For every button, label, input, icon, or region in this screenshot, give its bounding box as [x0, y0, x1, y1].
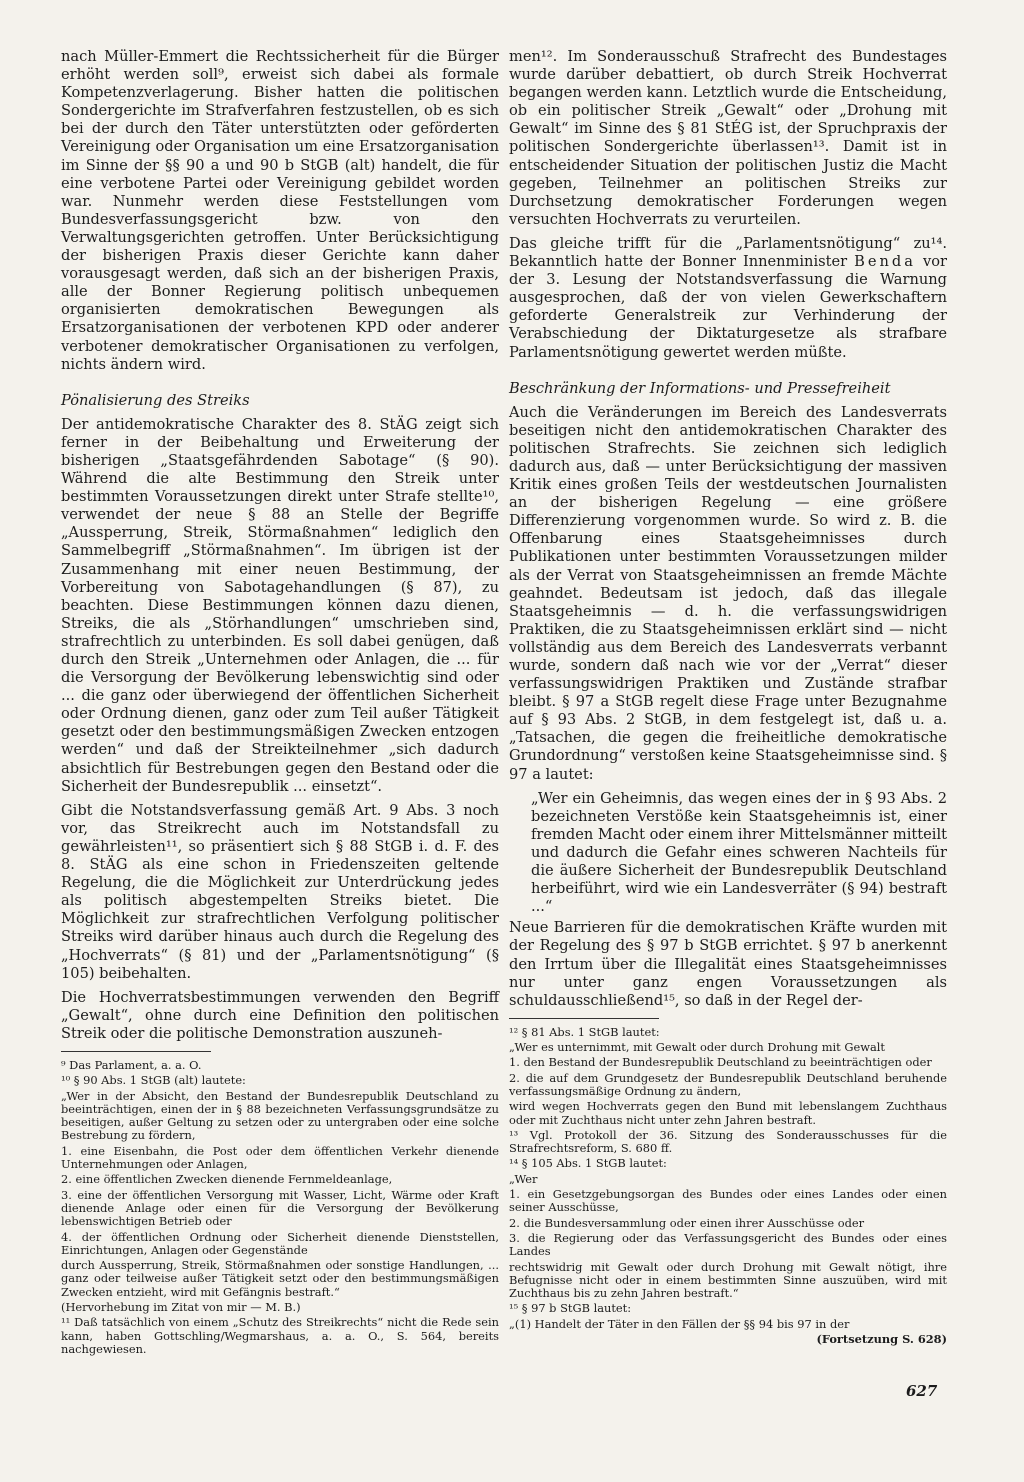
paragraph: [509, 235, 947, 362]
block-quote: „Wer ein Geheimnis, das wegen eines der in § 93 Abs. 2 bezeichneten Verstöße kein Staatsgeheimnis ist, einer fremden Macht oder einem ihrer Mittelsmänner mitteilt und dadurch die Gefahr eines schweren Nachteils für die äußere Sicherheit der Bundesrepublik Deutschland herbeiführt, wird wie ein Landesverräter (§ 94) bestraft ...“: [531, 789, 947, 916]
footnote: ⁹ Das Parlament, a. a. O.: [61, 1057, 202, 1072]
footnote: ¹⁵ § 97 b StGB lautet:: [509, 1301, 632, 1316]
footnote-divider: [61, 1051, 211, 1052]
footnote-text: 1. eine Eisenbahn, die Post oder dem öffentlichen Verkehr dienende Unternehmungen oder Anlagen,: [61, 1143, 499, 1172]
continuation-note: (Fortsetzung S. 628): [816, 1332, 947, 1347]
footnote-text: 1. ein Gesetzgebungsorgan des Bundes oder eines Landes oder einen seiner Ausschüsse,: [509, 1187, 947, 1215]
paragraph: nach Müller-Emmert die Rechtssicherheit für die Bürger erhöht werden soll⁹, erweist sich dabei als formale Kompetenzverlagerung. Bisher hatten die politischen Sondergerichte im Strafverfahren festzustellen, ob es sich bei der durch den Täter unterstützten oder geförderten Vereinigung oder Organisation um eine Ersatzorganisation im Sinne der §§ 90 a und 90 b StGB (alt) handelt, die für eine verbotene Partei oder Vereinigung gebildet worden war. Nunmehr werden diese Feststellungen vom Bundesverfassungsgericht bzw. von den Verwaltungsgerichten getroffen. Unter Berücksichtigung der bisherigen Praxis dieser Gerichte kann daher vorausgesagt werden, daß sich an der bisherigen Praxis, alle der Bonner Regierung politisch unbequemen organisierten demokratischen Bewegungen als Ersatzorganisationen der verbotenen KPD oder anderer verbotener demokratischer Organisationen zu verfolgen, nichts ändern wird.: [61, 48, 499, 373]
footnotes: [509, 1026, 947, 1347]
footnotes: [61, 1059, 499, 1356]
text-run: vor der 3. Lesung der Notstandsverfassung die Warnung ausgesprochen, daß der von vielen Gewerkschaftern geforderte Generalstreik zur Verhinderung der Verabschiedung der Diktaturgesetze als strafbare Parlamentsnötigung gewertet werden müßte.: [509, 253, 947, 361]
footnote-text: (Hervorhebung im Zitat von mir — M. B.): [61, 1300, 301, 1315]
left-column: [61, 48, 499, 1358]
paragraph: Auch die Veränderungen im Bereich des Landesverrats beseitigen nicht den antidemokratischen Charakter des politischen Strafrechts. Sie zeichnen sich lediglich dadurch aus, daß — unter Berücksichtigung der massiven Kritik eines großen Teils der westdeutschen Journalisten an der bisherigen Regelung — eine größere Differenzierung vorgenommen wurde. So wird z. B. die Offenbarung eines Staatsgeheimnisses durch Publikationen unter bestimmten Voraussetzungen milder als der Verrat von Staatsgeheimnissen an fremde Mächte geahndet. Bedeutsam ist jedoch, daß das illegale Staatsgeheimnis — d. h. die verfassungswidrigen Praktiken, die zu Staatsgeheimnissen erklärt sind — nicht vollständig aus dem Bereich des Landesverrats verbannt wurde, sondern daß nach wie vor der „Verrat“ dieser verfassungswidrigen Praktiken und Zustände strafbar bleibt. § 97 a StGB regelt diese Frage unter Bezugnahme auf § 93 Abs. 2 StGB, in dem festgelegt ist, daß u. a. „Tatsachen, die gegen die freiheitliche demokratische Grundordnung“ verstoßen keine Staatsgeheimnisse sind. § 97 a lautet:: [509, 403, 947, 783]
footnote-text: 3. eine der öffentlichen Versorgung mit Wasser, Licht, Wärme oder Kraft dienende Anlage oder einen für die Versorgung der Bevölkerung lebenswichtigen Betrieb oder: [61, 1187, 499, 1229]
footnote-text: 3. die Regierung oder das Verfassungsgericht des Bundes oder eines Landes: [509, 1230, 947, 1259]
text-run: Das gleiche trifft für die „Parlamentsnötigung“ zu¹⁴. Bekanntlich hatte der Bonner Innenminister: [509, 234, 947, 271]
footnote-text: 1. den Bestand der Bundesrepublik Deutschland zu beeinträchtigen oder: [509, 1055, 932, 1070]
footnote-text: „Wer: [509, 1171, 538, 1186]
footnote-text: wird wegen Hochverrats gegen den Bund mit lebenslangem Zuchthaus oder mit Zuchthaus nicht unter zehn Jahren bestraft.: [509, 1099, 947, 1127]
footnote-text: 2. die auf dem Grundgesetz der Bundesrepublik Deutschland beruhende verfassungsmäßige Ordnung zu ändern,: [509, 1070, 947, 1098]
footnote-text: „Wer in der Absicht, den Bestand der Bundesrepublik Deutschland zu beeinträchtigen, einen der in § 88 bezeichneten Verfassungsgrundsätze zu beseitigen, außer Geltung zu setzen oder zu untergraben oder eine solche Bestrebung zu fördern,: [61, 1088, 499, 1143]
footnote-text: „Wer es unternimmt, mit Gewalt oder durch Drohung mit Gewalt: [509, 1040, 885, 1055]
right-column: [509, 48, 947, 1346]
section-heading: Beschränkung der Informations- und Pressefreiheit: [509, 379, 891, 397]
page-number: 627: [906, 1382, 938, 1400]
footnote-text: durch Aussperrung, Streik, Störmaßnahmen oder sonstige Handlungen, ... ganz oder teilweise außer Tätigkeit setzt oder den bestimmungsmäßigen Zwecken entzieht, wird mit Gefängnis bestraft.“: [61, 1258, 499, 1299]
paragraph: men¹². Im Sonderausschuß Strafrecht des Bundestages wurde darüber debattiert, ob durch Streik Hochverrat begangen werden kann. Letztlich wurde die Entscheidung, ob ein politischer Streik „Gewalt“ oder „Drohung mit Gewalt“ im Sinne des § 81 StÉG ist, der Spruchpraxis der politischen Sondergerichte überlassen¹³. Damit ist in entscheidender Situation der politischen Justiz die Macht gegeben, Teilnehmer an politischen Streiks zur Durchsetzung demokratischer Forderungen wegen versuchten Hochverrats zu verurteilen.: [509, 48, 947, 228]
footnote: ¹² § 81 Abs. 1 StGB lautet:: [509, 1024, 660, 1039]
footnote-divider: [509, 1018, 659, 1019]
footnote: ¹³ Vgl. Protokoll der 36. Sitzung des Sonderausschusses für die Strafrechtsreform, S. 680 ff.: [509, 1127, 947, 1156]
footnote: ¹¹ Daß tatsächlich von einem „Schutz des Streikrechts“ nicht die Rede sein kann, haben Gottschling/Wegmarshaus, a. a. O., S. 564, bereits nachgewiesen.: [61, 1315, 499, 1356]
paragraph: Neue Barrieren für die demokratischen Kräfte wurden mit der Regelung des § 97 b StGB errichtet. § 97 b anerkennt den Irrtum über die Illegalität eines Staatsgeheimnisses nur unter ganz engen Voraussetzungen als schuldausschließend¹⁵, so daß in der Regel der-: [509, 919, 947, 1009]
section-heading: Pönalisierung des Streiks: [61, 391, 250, 409]
paragraph: Der antidemokratische Charakter des 8. StÄG zeigt sich ferner in der Beibehaltung und Erweiterung der bisherigen „Staatsgefährdenden Sabotage“ (§ 90). Während die alte Bestimmung den Streik unter bestimmten Voraussetzungen direkt unter Strafe stellte¹⁰, verwendet der neue § 88 an Stelle der Begriffe „Aussperrung, Streik, Störmaßnahmen“ lediglich den Sammelbegriff „Störmaßnahmen“. Im übrigen ist der Zusammenhang mit einer neuen Bestimmung, der Vorbereitung von Sabotagehandlungen (§ 87), zu beachten. Diese Bestimmungen können dazu dienen, Streiks, die als „Störhandlungen“ umschrieben sind, strafrechtlich zu unterbinden. Es soll dabei genügen, daß durch den Streik „Unternehmen oder Anlagen, die ... für die Versorgung der Bevölkerung lebenswichtig sind oder ... die ganz oder überwiegend der öffentlichen Sicherheit oder Ordnung dienen, ganz oder zum Teil außer Tätigkeit gesetzt oder den bestimmungsmäßigen Zwecken entzogen werden“ und daß der Streikteilnehmer „sich dadurch absichtlich für Bestrebungen gegen den Bestand oder die Sicherheit der Bundesrepublik ... einsetzt“.: [61, 415, 499, 795]
person-name: Benda: [854, 253, 916, 271]
footnote-text: „(1) Handelt der Täter in den Fällen der §§ 94 bis 97 in der: [509, 1316, 850, 1331]
footnote-text: 4. der öffentlichen Ordnung oder Sicherheit dienende Dienststellen, Einrichtungen, Anlagen oder Gegenstände: [61, 1229, 499, 1257]
footnote-text: 2. die Bundesversammlung oder einen ihrer Ausschüsse oder: [509, 1215, 865, 1230]
footnote: ¹⁴ § 105 Abs. 1 StGB lautet:: [509, 1156, 667, 1171]
paragraph: Die Hochverratsbestimmungen verwenden den Begriff „Gewalt“, ohne durch eine Definition den politischen Streik oder die politische Demonstration auszuneh-: [61, 988, 499, 1042]
paragraph: Gibt die Notstandsverfassung gemäß Art. 9 Abs. 3 noch vor, das Streikrecht auch im Notstandsfall zu gewährleisten¹¹, so präsentiert sich § 88 StGB i. d. F. des 8. StÄG als eine schon in Friedenszeiten geltende Regelung, die die Möglichkeit zur Unterdrückung jedes als politisch abgestempelten Streiks bietet. Die Möglichkeit zur strafrechtlichen Verfolgung politischer Streiks wird darüber hinaus auch durch die Regelung des „Hochverrats“ (§ 81) und der „Parlamentsnötigung“ (§ 105) beibehalten.: [61, 801, 499, 982]
footnote: ¹⁰ § 90 Abs. 1 StGB (alt) lautete:: [61, 1073, 246, 1088]
footnote-text: rechtswidrig mit Gewalt oder durch Drohung mit Gewalt nötigt, ihre Befugnisse nicht oder in einem bestimmten Sinne auszuüben, wird mit Zuchthaus bis zu zehn Jahren bestraft.“: [509, 1259, 947, 1301]
footnote-text: 2. eine öffentlichen Zwecken dienende Fernmeldeanlage,: [61, 1172, 393, 1187]
